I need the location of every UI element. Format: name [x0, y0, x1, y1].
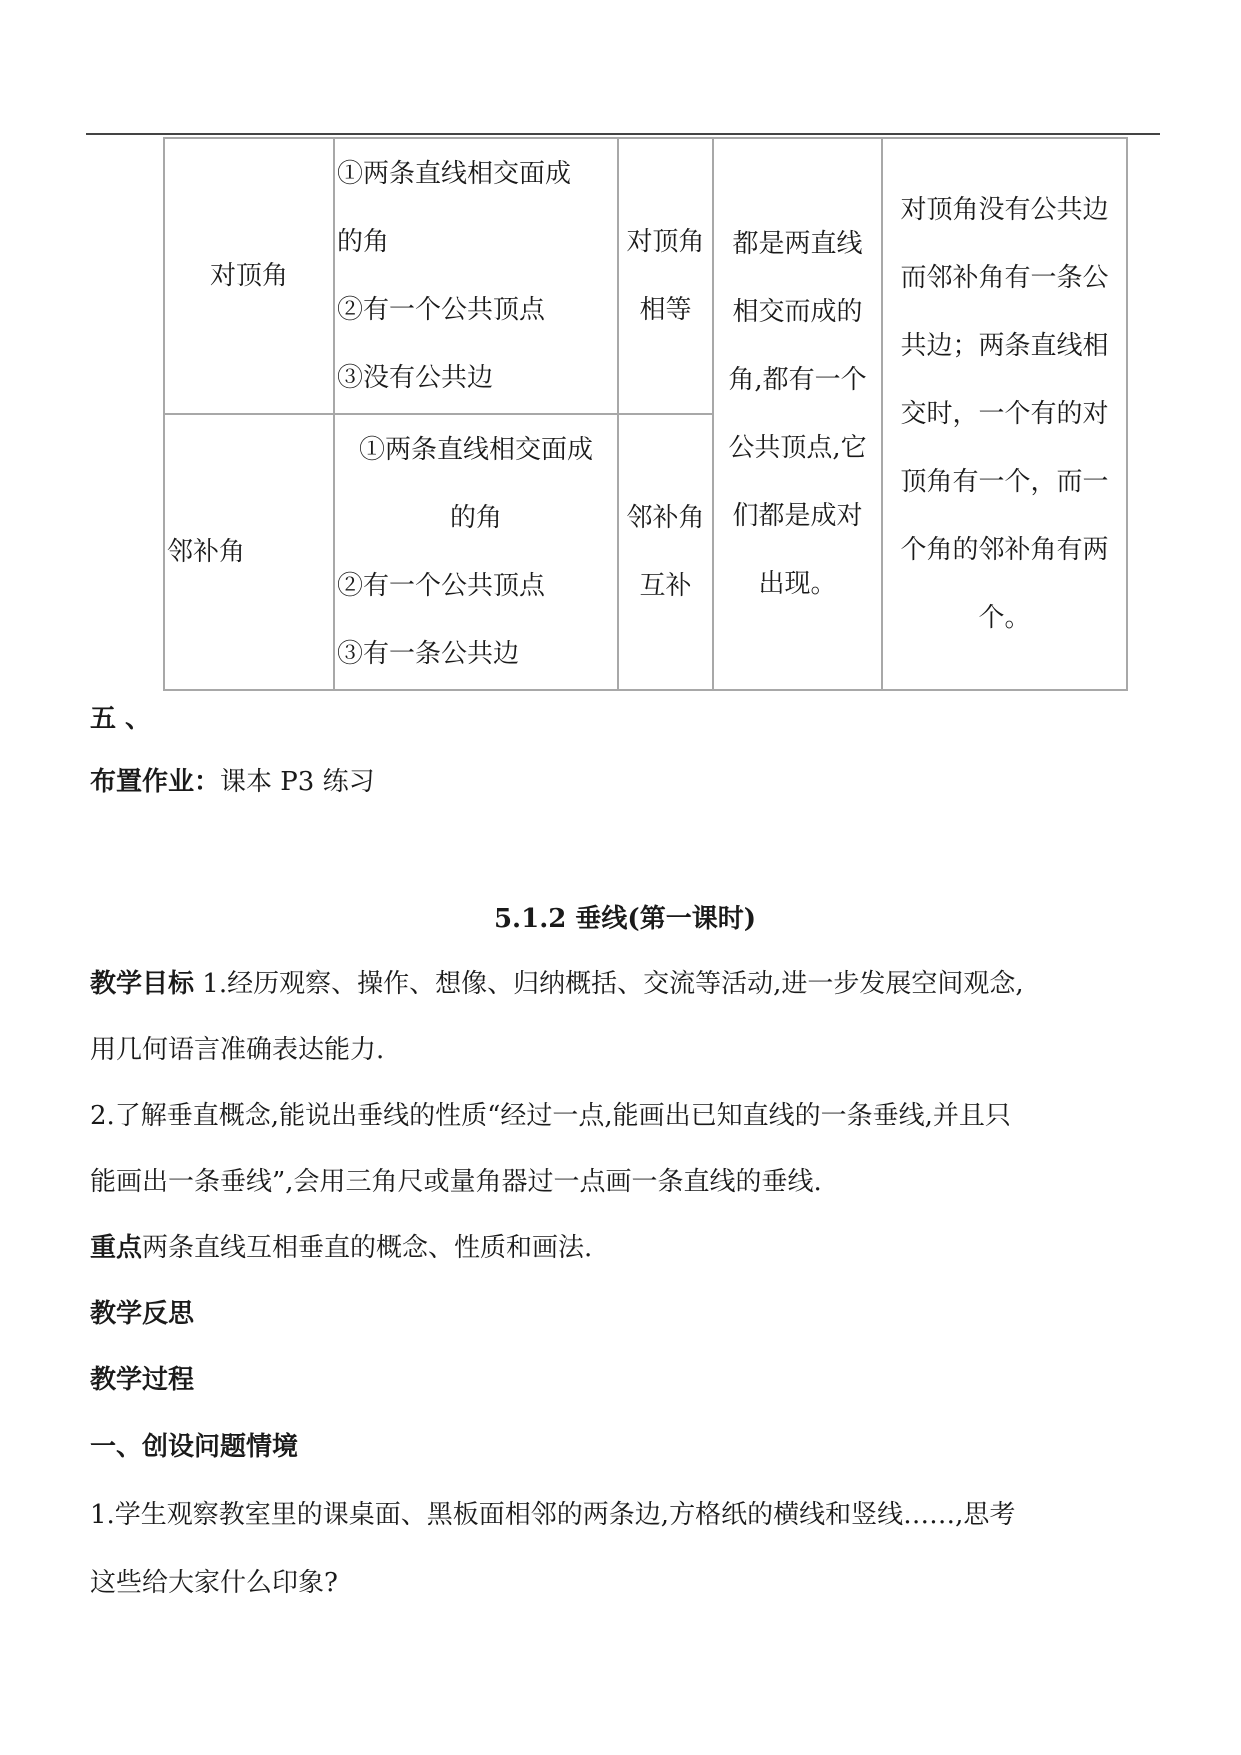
angle-name-cell: 邻补角 [164, 414, 334, 690]
goals-text: 1.经历观察、操作、想像、归纳概括、交流等活动,进一步发展空间观念, [202, 969, 1024, 999]
feature-line: ①两条直线相交面成 [358, 435, 593, 465]
step-one-heading: 一、创设问题情境 [90, 1432, 299, 1462]
homework-line [90, 765, 1160, 799]
similarity-line: 出现。 [758, 569, 837, 599]
difference-cell [882, 138, 1127, 690]
property-line: 互补 [639, 571, 692, 601]
property-line: 邻补角 [626, 503, 705, 533]
goal2-line-2: 能画出一条垂线”,会用三角尺或量角器过一点画一条直线的垂线. [90, 1167, 822, 1197]
difference-line: 而邻补角有一条公 [900, 263, 1109, 293]
goals-line-2: 用几何语言准确表达能力. [90, 1035, 385, 1065]
difference-line: 个角的邻补角有两 [900, 535, 1109, 565]
process-heading: 教学过程 [90, 1365, 195, 1395]
difference-line: 对顶角没有公共边 [900, 195, 1109, 225]
difference-line: 顶角有一个，而一 [900, 467, 1109, 497]
difference-line: 共边；两条直线相 [900, 331, 1109, 361]
similarity-line: 们都是成对 [732, 501, 863, 531]
property-line: 相等 [639, 295, 692, 325]
header-rule [86, 133, 1160, 135]
key-text: 两条直线互相垂直的概念、性质和画法. [142, 1233, 593, 1263]
homework-label: 布置作业： [90, 767, 221, 797]
feature-line: ②有一个公共顶点 [337, 571, 546, 601]
section-five-label: 五 、 [90, 704, 152, 734]
goal2-line-1: 2.了解垂直概念,能说出垂线的性质“经过一点,能画出已知直线的一条垂线,并且只 [90, 1101, 1011, 1131]
similarity-line: 相交而成的 [732, 297, 863, 327]
angle-name-cell: 对顶角 [164, 138, 334, 414]
feature-line: ②有一个公共顶点 [337, 295, 546, 325]
goals-label: 教学目标 [90, 969, 195, 999]
step-one-line-1: 1.学生观察教室里的课桌面、黑板面相邻的两条边,方格纸的横线和竖线……,思考 [90, 1500, 1016, 1530]
similarity-cell [713, 138, 882, 690]
key-label: 重点 [90, 1233, 143, 1263]
features-cell [334, 414, 618, 690]
property-cell [618, 138, 713, 414]
feature-line: ③有一条公共边 [337, 639, 520, 669]
homework-text: 课本 P3 练习 [220, 767, 375, 797]
similarity-line: 公共顶点,它 [728, 433, 867, 463]
difference-line: 个。 [978, 603, 1031, 633]
step-one-line-2: 这些给大家什么印象? [90, 1568, 338, 1598]
property-cell [618, 414, 713, 690]
property-line: 对顶角 [626, 227, 705, 257]
similarity-line: 都是两直线 [732, 229, 863, 259]
similarity-line: 角,都有一个 [728, 365, 867, 395]
feature-line: ③没有公共边 [337, 363, 494, 393]
key-points-line [90, 1231, 1160, 1265]
features-cell [334, 138, 618, 414]
lesson-title: 5.1.2 垂线(第一课时) [493, 904, 757, 934]
feature-line: 的角 [337, 227, 390, 257]
feature-line: 的角 [449, 503, 502, 533]
comparison-table [163, 137, 1128, 691]
difference-line: 交时，一个有的对 [900, 399, 1109, 429]
table-row [164, 138, 1127, 414]
feature-line: ①两条直线相交面成 [337, 159, 572, 189]
reflection-heading: 教学反思 [90, 1299, 195, 1329]
goals-line-1 [90, 967, 1160, 1001]
